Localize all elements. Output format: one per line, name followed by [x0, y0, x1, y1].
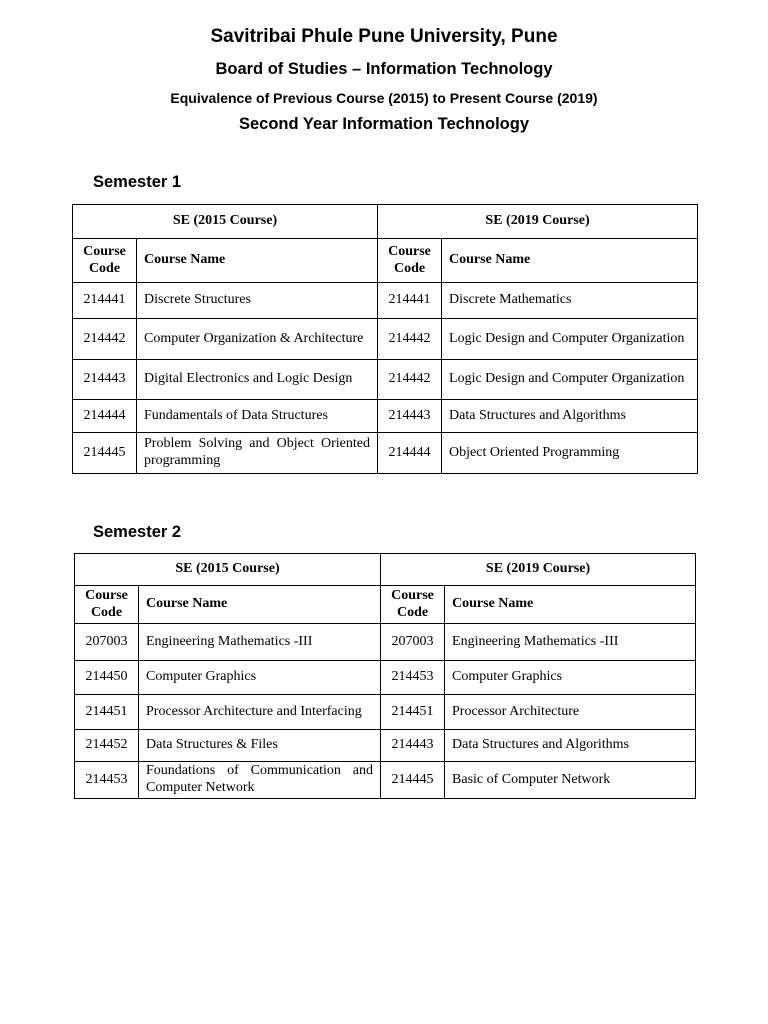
- new-course-header: SE (2019 Course): [378, 205, 698, 239]
- old-course-code: 214450: [75, 661, 139, 695]
- new-course-name: Engineering Mathematics -III: [445, 624, 696, 661]
- year-title: Second Year Information Technology: [238, 115, 530, 133]
- table-row: [75, 762, 696, 799]
- old-course-name: Foundations of Communication and Computer Network: [139, 762, 381, 799]
- table-row: [75, 624, 696, 661]
- old-course-code: 214453: [75, 762, 139, 799]
- old-course-name: Processor Architecture and Interfacing: [139, 695, 381, 730]
- table-row: [73, 400, 698, 433]
- new-course-code: 214442: [378, 360, 442, 400]
- table-row: [75, 730, 696, 762]
- old-course-name: Problem Solving and Object Oriented programming: [137, 433, 378, 474]
- new-course-code: 214445: [381, 762, 445, 799]
- new-course-name: Processor Architecture: [445, 695, 696, 730]
- new-course-name: Discrete Mathematics: [442, 283, 698, 319]
- old-course-name: Data Structures & Files: [139, 730, 381, 762]
- new-name-header: Course Name: [442, 239, 698, 283]
- new-name-header: Course Name: [445, 586, 696, 624]
- old-course-name: Computer Organization & Architecture: [137, 319, 378, 360]
- old-course-code: 214445: [73, 433, 137, 474]
- old-course-name: Computer Graphics: [139, 661, 381, 695]
- old-course-header: SE (2015 Course): [75, 554, 381, 586]
- old-course-code: 214442: [73, 319, 137, 360]
- table-row: [73, 433, 698, 474]
- old-course-code: 214452: [75, 730, 139, 762]
- course-group-header-row: [73, 205, 698, 239]
- old-course-header: SE (2015 Course): [73, 205, 378, 239]
- new-course-name: Data Structures and Algorithms: [442, 400, 698, 433]
- old-course-name: Digital Electronics and Logic Design: [137, 360, 378, 400]
- table-row: [73, 360, 698, 400]
- table-row: [73, 283, 698, 319]
- new-course-header: SE (2019 Course): [381, 554, 696, 586]
- new-course-code: 207003: [381, 624, 445, 661]
- old-name-header: Course Name: [137, 239, 378, 283]
- course-group-header-row: [75, 554, 696, 586]
- new-course-name: Computer Graphics: [445, 661, 696, 695]
- new-course-name: Logic Design and Computer Organization: [442, 319, 698, 360]
- old-code-header: Course Code: [75, 586, 139, 624]
- table-row: [73, 319, 698, 360]
- new-course-code: 214443: [381, 730, 445, 762]
- semester-1-equivalence-table: [72, 204, 698, 474]
- old-course-code: 214444: [73, 400, 137, 433]
- old-code-header: Course Code: [73, 239, 137, 283]
- old-name-header: Course Name: [139, 586, 381, 624]
- new-course-code: 214444: [378, 433, 442, 474]
- new-course-name: Object Oriented Programming: [442, 433, 698, 474]
- table-row: [75, 661, 696, 695]
- new-code-header: Course Code: [381, 586, 445, 624]
- column-header-row: [73, 239, 698, 283]
- semester-2-equivalence-table: [74, 553, 696, 799]
- semester-1-heading: Semester 1: [93, 173, 182, 191]
- column-header-row: [75, 586, 696, 624]
- new-course-name: Logic Design and Computer Organization: [442, 360, 698, 400]
- new-course-code: 214442: [378, 319, 442, 360]
- old-course-name: Fundamentals of Data Structures: [137, 400, 378, 433]
- new-course-code: 214451: [381, 695, 445, 730]
- old-course-name: Discrete Structures: [137, 283, 378, 319]
- new-course-code: 214443: [378, 400, 442, 433]
- university-title: Savitribai Phule Pune University, Pune: [210, 26, 558, 47]
- old-course-code: 214443: [73, 360, 137, 400]
- new-code-header: Course Code: [378, 239, 442, 283]
- old-course-code: 207003: [75, 624, 139, 661]
- table-row: [75, 695, 696, 730]
- new-course-name: Data Structures and Algorithms: [445, 730, 696, 762]
- old-course-code: 214441: [73, 283, 137, 319]
- new-course-code: 214441: [378, 283, 442, 319]
- new-course-code: 214453: [381, 661, 445, 695]
- board-title: Board of Studies – Information Technology: [215, 60, 553, 78]
- old-course-name: Engineering Mathematics -III: [139, 624, 381, 661]
- semester-2-heading: Semester 2: [93, 523, 182, 541]
- new-course-name: Basic of Computer Network: [445, 762, 696, 799]
- old-course-code: 214451: [75, 695, 139, 730]
- equivalence-title: Equivalence of Previous Course (2015) to Present Course (2019): [170, 90, 598, 106]
